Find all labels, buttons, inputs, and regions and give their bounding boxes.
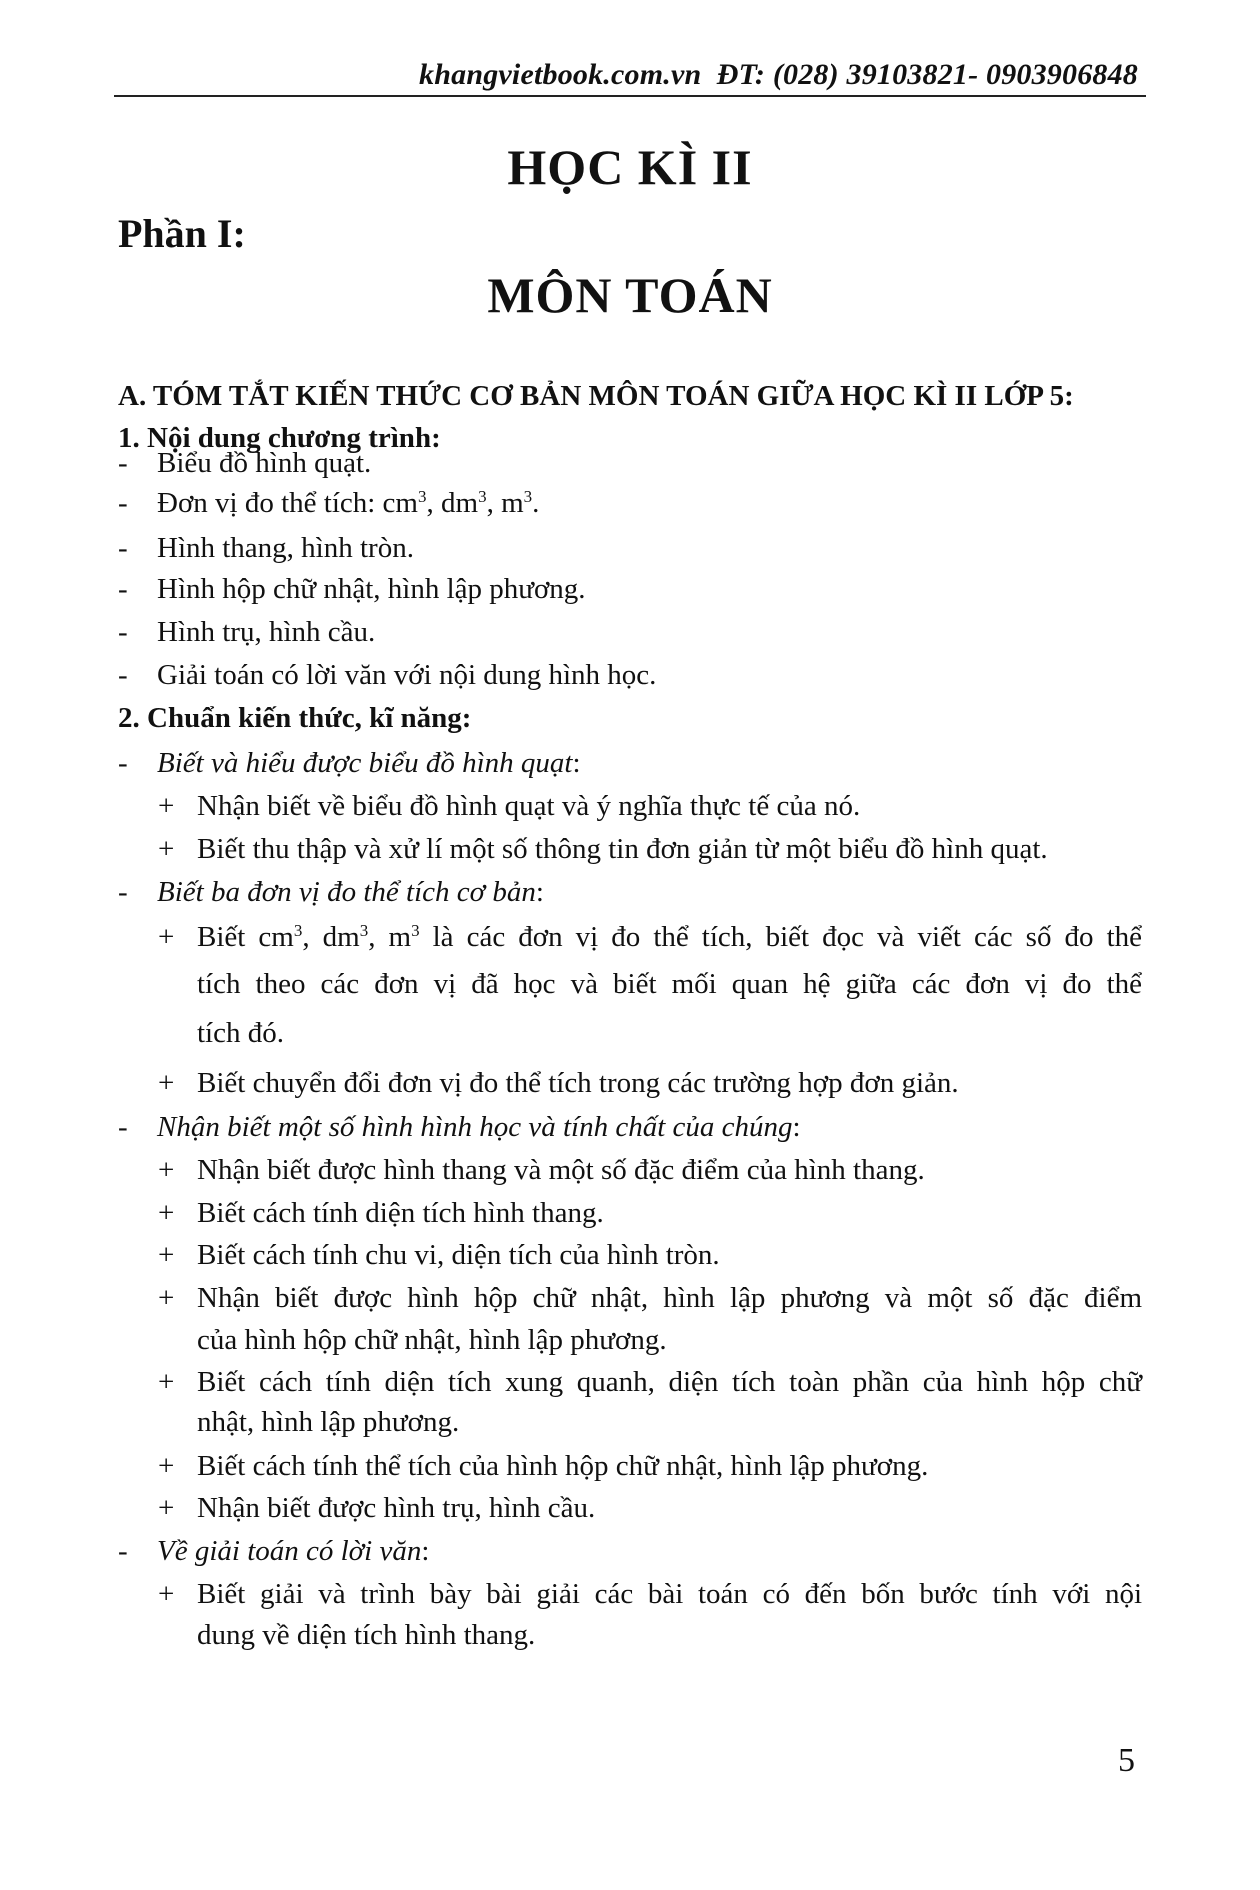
- item-text: Nhận biết được hình hộp chữ nhật, hình lập phương và một số đặc điểm: [197, 1282, 1142, 1314]
- list-item: [157, 530, 414, 566]
- list-item: [157, 657, 656, 693]
- item-text: tích theo các đơn vị đã học và biết mối quan hệ giữa các đơn vị đo thể: [197, 968, 1142, 1000]
- unit-text: Đơn vị đo thể tích: cm: [157, 487, 418, 519]
- superscript: 3: [523, 487, 533, 506]
- plus-marker: +: [158, 1067, 175, 1099]
- item-text: Nhận biết được hình trụ, hình cầu.: [197, 1492, 596, 1524]
- list-item: [157, 485, 539, 521]
- item-text: Biết ba đơn vị đo thể tích cơ bản: [157, 876, 536, 908]
- item-text: Nhận biết về biểu đồ hình quạt và ý nghĩa thực tế của nó.: [197, 790, 861, 822]
- sub-item: [197, 1280, 1142, 1316]
- plus-marker: +: [158, 1239, 175, 1271]
- item-continuation: [197, 1404, 459, 1440]
- superscript: 3: [478, 487, 487, 506]
- s2-heading: 2. Chuẩn kiến thức, kĩ năng:: [118, 702, 472, 734]
- item-text: Về giải toán có lời văn: [157, 1535, 422, 1567]
- item-text: Biết cách tính thể tích của hình hộp chữ nhật, hình lập phương.: [197, 1450, 929, 1482]
- sub-item: [197, 1448, 928, 1484]
- plus-marker: +: [158, 1366, 175, 1398]
- sub-item: [197, 831, 1048, 867]
- item-continuation: [197, 1617, 535, 1653]
- item-text: Biết chuyển đổi đơn vị đo thể tích trong các trường hợp đơn giản.: [197, 1067, 959, 1099]
- item-text: Hình hộp chữ nhật, hình lập phương.: [157, 573, 586, 605]
- dash-marker: -: [118, 1111, 128, 1143]
- page-number: 5: [1118, 1742, 1135, 1779]
- dash-marker: -: [118, 487, 128, 519]
- item-text: Biết giải và trình bày bài giải các bài toán có đến bốn bước tính với nội: [197, 1578, 1142, 1610]
- dash-marker: -: [118, 876, 128, 908]
- item-text: Nhận biết một số hình hình học và tính chất của chúng: [157, 1111, 793, 1143]
- header-site: khangvietbook.com.vn: [419, 58, 702, 91]
- sub-item: [197, 919, 1142, 955]
- dash-marker: -: [118, 532, 128, 564]
- superscript: 3: [293, 921, 303, 940]
- s1-heading: 1. Nội dung chương trình:: [118, 422, 441, 454]
- dash-marker: -: [118, 659, 128, 691]
- dash-marker: -: [118, 747, 128, 779]
- plus-marker: +: [158, 1282, 175, 1314]
- header-rule: [114, 95, 1146, 97]
- item-text: Biết cách tính diện tích hình thang.: [197, 1197, 604, 1229]
- page-header: [419, 58, 1138, 92]
- colon: :: [421, 1535, 430, 1567]
- item-continuation: [197, 966, 1142, 1002]
- dash-marker: -: [118, 447, 128, 479]
- item-text: Hình thang, hình tròn.: [157, 532, 414, 564]
- sub-item: [197, 1237, 720, 1273]
- unit-text: là các đơn vị đo thể tích, biết đọc và viết các số đo thể: [419, 921, 1143, 953]
- colon: :: [535, 876, 544, 908]
- superscript: 3: [359, 921, 369, 940]
- sub-item: [197, 1065, 959, 1101]
- plus-marker: +: [158, 833, 175, 865]
- item-text: Biểu đồ hình quạt.: [157, 447, 372, 479]
- plus-marker: +: [158, 790, 175, 822]
- group-title: [157, 1109, 801, 1145]
- item-continuation: [197, 1322, 667, 1358]
- superscript: 3: [411, 921, 420, 940]
- list-item: [157, 445, 371, 481]
- plus-marker: +: [158, 1492, 175, 1524]
- plus-marker: +: [158, 1197, 175, 1229]
- sub-item: [197, 1195, 604, 1231]
- plus-marker: +: [158, 1578, 175, 1610]
- item-text: của hình hộp chữ nhật, hình lập phương.: [197, 1324, 667, 1356]
- colon: :: [572, 747, 581, 779]
- page-title: HỌC KÌ II: [507, 139, 753, 195]
- plus-marker: +: [158, 921, 175, 953]
- part-label: Phần I:: [118, 211, 246, 256]
- item-text: dung về diện tích hình thang.: [197, 1619, 536, 1651]
- colon: :: [792, 1111, 801, 1143]
- unit-text: .: [532, 487, 540, 519]
- group-title: [157, 745, 581, 781]
- list-item: [157, 614, 375, 650]
- group-title: [157, 1533, 429, 1569]
- item-text: Hình trụ, hình cầu.: [157, 616, 376, 648]
- sub-item: [197, 788, 860, 824]
- section-a-heading: A. TÓM TẮT KIẾN THỨC CƠ BẢN MÔN TOÁN GIỮA HỌC KÌ II LỚP 5:: [118, 380, 1074, 412]
- plus-marker: +: [158, 1154, 175, 1186]
- superscript: 3: [418, 487, 427, 506]
- dash-marker: -: [118, 573, 128, 605]
- sub-item: [197, 1490, 595, 1526]
- item-text: nhật, hình lập phương.: [197, 1406, 460, 1438]
- unit-text: Biết cm: [197, 921, 294, 953]
- sub-item: [197, 1364, 1142, 1400]
- dash-marker: -: [118, 1535, 128, 1567]
- subject-title: MÔN TOÁN: [487, 267, 773, 323]
- unit-text: , dm: [302, 921, 360, 953]
- item-text: Nhận biết được hình thang và một số đặc điểm của hình thang.: [197, 1154, 925, 1186]
- item-text: Biết và hiểu được biểu đồ hình quạt: [157, 747, 573, 779]
- group-title: [157, 874, 544, 910]
- item-text: Biết thu thập và xử lí một số thông tin đơn giản từ một biểu đồ hình quạt.: [197, 833, 1048, 865]
- item-text: Biết cách tính chu vi, diện tích của hình tròn.: [197, 1239, 720, 1271]
- item-text: tích đó.: [197, 1017, 284, 1049]
- dash-marker: -: [118, 616, 128, 648]
- item-text: Giải toán có lời văn với nội dung hình học.: [157, 659, 657, 691]
- unit-text: , dm: [426, 487, 479, 519]
- plus-marker: +: [158, 1450, 175, 1482]
- header-phone: ĐT: (028) 39103821- 0903906848: [716, 58, 1138, 91]
- unit-text: , m: [486, 487, 524, 519]
- item-continuation: [197, 1015, 284, 1051]
- item-text: Biết cách tính diện tích xung quanh, diện tích toàn phần của hình hộp chữ: [197, 1366, 1142, 1398]
- sub-item: [197, 1576, 1142, 1612]
- unit-text: , m: [368, 921, 412, 953]
- list-item: [157, 571, 586, 607]
- sub-item: [197, 1152, 925, 1188]
